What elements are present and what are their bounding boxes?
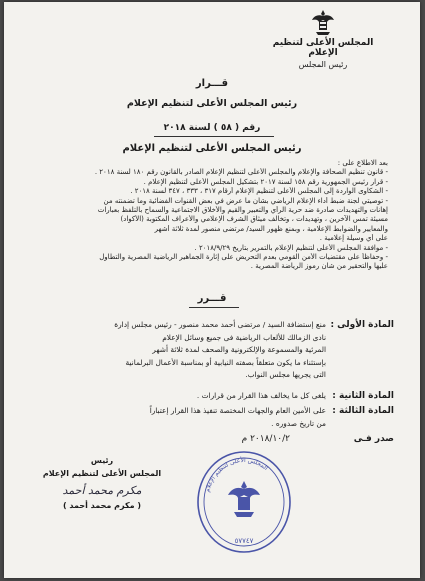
signatory-org: المجلس الأعلى لتنظيم الإعلام (42, 469, 162, 478)
divider (154, 136, 274, 137)
prelude-line: والمعايير والضوابط الإعلامية ، وبمنع ظهور السيد/ مرتضى منصور لمدة ثلاثة أشهر (154, 224, 388, 233)
prelude-line: عليها والتحقير من شأن رموز الرياضة المصرية . (250, 262, 388, 271)
prelude-line: بعد الاطلاع على : (337, 159, 388, 167)
prelude-line: إهانات والتهديدات صادرة ضد حرية الرأي والتعبير والقيم والأخلاق الاجتماعية والسماح بالتلفظ بعبارات (97, 206, 388, 215)
prelude-line: - الشكاوى الواردة إلى المجلس الأعلى لتنظيم الإعلام أرقام ٣١٧ ، ٣٣٣ ، ٣٤٧ لسنة ٢٠١٨ . (130, 187, 388, 196)
handwritten-signature: مكرم محمد أحمد (62, 484, 142, 497)
decision-title: قـــرار (195, 78, 229, 89)
prelude-line: - وحفاظاً على مقتضيات الأمن القومي بعدم التحريض على إثارة الجماهير الرياضية المصرية والتطاول (99, 253, 388, 262)
article-3-text (36, 405, 326, 430)
prelude-line: - قانون تنظيم الصحافة والإعلام والمجلس الأعلى لتنظيم الإعلام الصادر بالقانون رقم ١٨٠ لسنة ٢٠١٨ . (94, 168, 388, 177)
prelude (42, 159, 388, 272)
article-line: بإستثناء ما يكون متعلقاً بصفته النيابية أو بمناسبة الأعمال البرلمانية (125, 357, 326, 367)
divider (189, 307, 239, 308)
eagle-emblem-icon (310, 8, 336, 36)
article-line: من تاريخ صدوره . (271, 418, 326, 428)
decision-number: رقم ( ٥٨ ) لسنة ٢٠١٨ (163, 123, 261, 133)
article-line: نادى الزمالك للألعاب الرياضية فى جميع وسائل الإعلام (162, 332, 326, 342)
prelude-line: - موافقة المجلس الأعلى لتنظيم الإعلام بالتمرير بتاريخ ٢٠١٨/٩/٢٩ . (194, 243, 388, 252)
prelude-line: على أي وسيلة إعلامية . (319, 234, 388, 243)
prelude-line: - توصيتي لجنة ضبط أداء الإعلام الرياضي بشأن ما عرض في بعض القنوات الفضائية وما تضمنته من (103, 196, 388, 205)
article-3-label: المادة الثالثة : (332, 406, 394, 416)
article-1-text (36, 319, 326, 382)
article-line: على الأمين العام والجهات المختصة تنفيذ هذا القرار إعتباراً (149, 406, 326, 415)
office-name: رئيس المجلس (298, 60, 348, 69)
prelude-line: - قرار رئيس الجمهورية رقم ١٥٨ لسنة ٢٠١٧ بتشكيل المجلس الأعلى لتنظيم الإعلام . (143, 177, 388, 186)
document-page (4, 2, 420, 578)
article-line: منع إستضافة السيد / مرتضى أحمد محمد منصور - رئيس مجلس إدارة (114, 320, 326, 329)
issued-date: ٢٠١٨/١٠/٢ م (241, 434, 290, 444)
article-2-text (36, 390, 326, 403)
seal-eagle-icon (228, 481, 260, 517)
article-line: المرئية والمسموعة والإلكترونية والصحف لمدة ثلاثة أشهر (152, 345, 326, 355)
seal-number: ٥٧٧٤٧ (234, 537, 254, 545)
official-seal (194, 447, 294, 557)
decision-heading: قـــرر (197, 293, 227, 304)
letterhead (258, 8, 388, 69)
prelude-line: مسيئة تمس الآخرين ، وتهديدات ، وتخالف ميثاق الشرف الإعلامي والأعراف المكتوبة (الأكواد) (120, 215, 388, 224)
seal-org-text: المجلس الأعلى لتنظيم الإعلام (204, 456, 270, 494)
article-1-label: المادة الأولى : (330, 320, 394, 330)
organization-name: المجلس الأعلى لتنظيم الإعلام (272, 38, 374, 58)
signatory-title: رئيس (90, 456, 114, 465)
article-2-label: المادة الثانية : (332, 391, 394, 401)
issued-label: صدر فـى (353, 434, 394, 444)
signature-block (32, 456, 172, 510)
article-line: التى يجريها مجلس النواب. (245, 370, 326, 380)
body-heading: رئيس المجلس الأعلى لتنظيم الإعلام (122, 143, 302, 154)
article-line: يلغى كل ما يخالف هذا القرار من قرارات . (196, 391, 326, 400)
issuer-line: رئيس المجلس الأعلى لتنظيم الإعلام (126, 98, 298, 109)
signatory-name: ( مكرم محمد أحمد ) (62, 501, 142, 510)
